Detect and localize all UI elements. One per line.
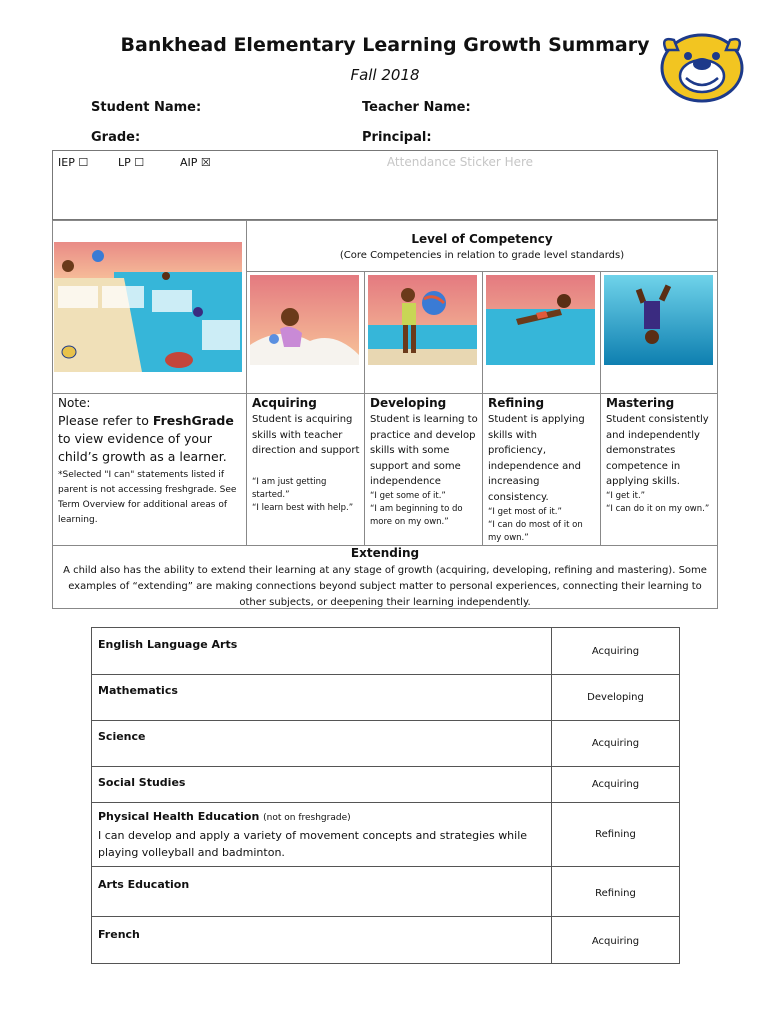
note-line1: Please refer to bbox=[58, 413, 153, 428]
subject-level: Acquiring bbox=[591, 936, 640, 947]
aip-checkbox[interactable]: AIP ☒ bbox=[180, 156, 211, 169]
teacher-name-label: Teacher Name: bbox=[362, 100, 471, 115]
competency-overview-illustration bbox=[54, 242, 242, 372]
subject-level: Developing bbox=[587, 692, 644, 703]
subject-description: I can develop and apply a variety of movement concepts and strategies while playing volleyball and badminton. bbox=[98, 829, 528, 859]
developing-heading: Developing bbox=[370, 396, 447, 410]
acquiring-description: Student is acquiring skills with teacher direction and support bbox=[252, 414, 360, 456]
refining-description: Student is applying skills with proficiency, independence and increasing consistency. bbox=[488, 414, 585, 503]
developing-description: Student is learning to practice and develop skills with some support and some independence bbox=[370, 414, 478, 487]
subject-name: English Language Arts bbox=[98, 638, 238, 651]
developing-illustration bbox=[368, 275, 477, 365]
subject-row-arts bbox=[92, 866, 679, 917]
extending-body: A child also has the ability to extend their learning at any stage of growth (acquiring, developing, refining and mastering). Some examples of “extending” are making connections beyond subject matter to personal experiences, connecting their learning to other subjects, or deepening their learning independently. bbox=[63, 565, 707, 608]
page-title: Bankhead Elementary Learning Growth Summary bbox=[120, 34, 650, 56]
bulldog-mascot-logo bbox=[656, 28, 748, 104]
extending-title: Extending bbox=[350, 546, 420, 560]
subject-level: Acquiring bbox=[591, 738, 640, 749]
subject-name: Arts Education bbox=[98, 878, 190, 891]
refining-quotes: “I get most of it.” “I can do most of it on my own.” bbox=[488, 507, 583, 543]
subject-row-math bbox=[92, 674, 679, 721]
subject-name: Social Studies bbox=[98, 776, 186, 789]
subject-level: Refining bbox=[595, 829, 636, 840]
subject-level: Refining bbox=[595, 888, 636, 899]
subject-level: Acquiring bbox=[591, 646, 640, 657]
mastering-description: Student consistently and independently demonstrates competence in applying skills. bbox=[606, 414, 709, 487]
subject-table bbox=[91, 627, 680, 964]
acquiring-heading: Acquiring bbox=[252, 396, 317, 410]
subject-row-french bbox=[92, 916, 679, 963]
attendance-sticker-placeholder: Attendance Sticker Here bbox=[386, 155, 534, 169]
subject-name: French bbox=[98, 928, 140, 941]
subject-level: Acquiring bbox=[591, 779, 640, 790]
refining-illustration bbox=[486, 275, 595, 365]
mastering-illustration bbox=[604, 275, 713, 365]
student-name-label: Student Name: bbox=[91, 100, 202, 115]
grade-label: Grade: bbox=[91, 130, 141, 145]
principal-label: Principal: bbox=[362, 130, 432, 145]
mastering-quotes: “I get it.” “I can do it on my own.” bbox=[606, 491, 710, 514]
note-heading: Note: bbox=[58, 396, 91, 410]
competency-header-cell bbox=[246, 220, 718, 272]
competency-subtitle: (Core Competencies in relation to grade level standards) bbox=[339, 250, 625, 261]
subject-row-science bbox=[92, 720, 679, 767]
subject-name-text: Physical Health Education bbox=[98, 810, 260, 823]
term-label: Fall 2018 bbox=[350, 66, 420, 84]
acquiring-quotes: “I am just getting started.” “I learn best with help.” bbox=[252, 477, 354, 513]
freshgrade-link[interactable]: FreshGrade bbox=[152, 413, 234, 428]
competency-title: Level of Competency bbox=[411, 232, 553, 246]
note-footnote: *Selected "I can" statements listed if parent is not accessing freshgrade. See Term Overview for additional areas of learning. bbox=[58, 470, 237, 525]
iep-checkbox[interactable]: IEP ☐ bbox=[58, 156, 89, 169]
subject-name: Mathematics bbox=[98, 684, 178, 697]
note-line2: to view evidence of your child’s growth as a learner. bbox=[58, 431, 227, 464]
note-body bbox=[58, 412, 242, 466]
acquiring-illustration bbox=[250, 275, 359, 365]
subject-name: Science bbox=[98, 730, 146, 743]
subject-row-phe bbox=[92, 802, 679, 867]
subject-row-social-studies bbox=[92, 766, 679, 803]
developing-quotes: “I get some of it.” “I am beginning to do more on my own.” bbox=[370, 491, 463, 527]
mastering-heading: Mastering bbox=[606, 396, 675, 410]
lp-checkbox[interactable]: LP ☐ bbox=[118, 156, 145, 169]
subject-name bbox=[98, 810, 351, 823]
subject-note: (not on freshgrade) bbox=[263, 813, 351, 823]
subject-row-english bbox=[92, 628, 679, 675]
refining-heading: Refining bbox=[488, 396, 545, 410]
